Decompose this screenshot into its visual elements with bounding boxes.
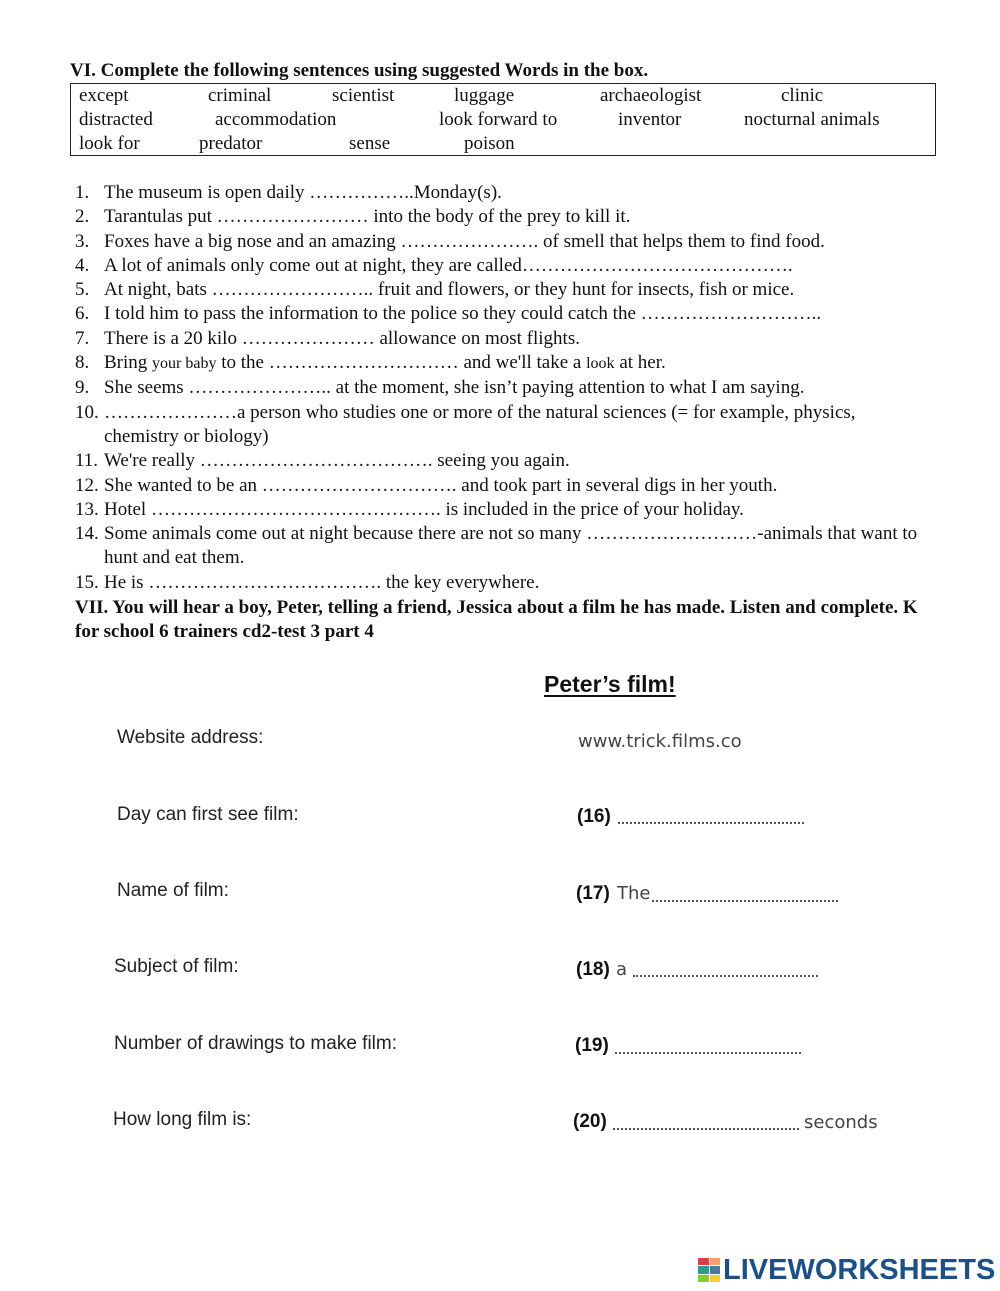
exercise-item	[75, 302, 935, 326]
item-text: A lot of animals only come out at night, they are called…………………………………….	[104, 254, 793, 276]
item-text: He is ………………………………. the key everywhere.	[104, 571, 540, 593]
question-17-prefix: The	[617, 883, 651, 904]
item-text: She seems ………………….. at the moment, she isn’t paying attention to what I am saying.	[104, 377, 805, 399]
exercise-item	[75, 376, 935, 400]
item-text: The museum is open daily ……………..Monday(s).	[104, 182, 502, 203]
word-except: except	[79, 85, 129, 106]
word-predator: predator	[199, 133, 263, 154]
exercise-item	[75, 571, 935, 595]
logo-text: LIVEWORKSHEETS	[723, 1253, 996, 1286]
word-box	[70, 83, 936, 156]
item-number: 9.	[75, 377, 90, 399]
exercise-item	[75, 498, 935, 522]
exercise-item	[75, 181, 935, 205]
item-text: Some animals come out at night because there are not so many ………………………-animals that want to hunt and eat them.	[104, 523, 918, 569]
item-text-d: look	[586, 355, 615, 373]
item-number: 15.	[75, 571, 99, 593]
item-number: 7.	[75, 327, 90, 349]
name-label: Name of film:	[117, 880, 229, 901]
exercise-list	[75, 181, 935, 595]
answer-17-field[interactable]	[652, 900, 838, 902]
question-20-suffix: seconds	[804, 1112, 878, 1133]
website-label: Website address:	[117, 727, 264, 748]
exercise-item	[75, 351, 935, 376]
logo-tile	[710, 1275, 721, 1282]
item-number: 5.	[75, 279, 90, 301]
word-scientist: scientist	[332, 85, 395, 106]
section-6-heading: VI. Complete the following sentences using suggested Words in the box.	[70, 60, 649, 81]
item-text-a: Bring	[104, 352, 153, 374]
word-sense: sense	[349, 133, 391, 154]
logo-mark-icon	[698, 1258, 720, 1282]
item-text: At night, bats …………………….. fruit and flowers, or they hunt for insects, fish or mice.	[104, 279, 795, 301]
question-18-prefix: a	[616, 959, 628, 980]
exercise-item	[75, 474, 935, 498]
question-19-number: (19)	[575, 1035, 609, 1056]
answer-20-field[interactable]	[613, 1128, 799, 1130]
question-17-number: (17)	[576, 883, 610, 904]
word-inventor: inventor	[618, 109, 682, 130]
item-text: I told him to pass the information to the police so they could catch the ………………………..	[104, 303, 822, 325]
item-number: 14.	[75, 523, 99, 545]
item-text: We're really ………………………………. seeing you again.	[104, 450, 570, 472]
question-18-number: (18)	[576, 959, 610, 980]
logo-tile	[698, 1266, 709, 1273]
logo-tile	[698, 1275, 709, 1282]
item-text-e: at her.	[614, 352, 666, 374]
answer-16-field[interactable]	[618, 822, 804, 824]
item-text-c: to the ………………………… and we'll take a	[216, 352, 587, 374]
subject-label: Subject of film:	[114, 956, 239, 977]
word-criminal: criminal	[208, 85, 272, 106]
day-label: Day can first see film:	[117, 804, 299, 825]
logo-tile	[710, 1266, 721, 1273]
film-form-title: Peter’s film!	[544, 671, 676, 697]
item-number: 12.	[75, 474, 99, 496]
item-number: 10.	[75, 401, 99, 423]
length-label: How long film is:	[113, 1109, 252, 1130]
item-text: …………………a person who studies one or more of the natural sciences (= for example, physics, chemistry or biology)	[104, 401, 856, 447]
exercise-item	[75, 401, 935, 450]
word-nocturnal-animals: nocturnal animals	[744, 109, 880, 130]
item-number: 4.	[75, 254, 90, 276]
word-poison: poison	[464, 133, 515, 154]
item-text-b: your baby	[152, 355, 217, 373]
exercise-item	[75, 327, 935, 351]
item-text: She wanted to be an …………………………. and took part in several digs in her youth.	[104, 474, 778, 496]
word-look-forward-to: look forward to	[439, 109, 558, 130]
section-7-heading: VII. You will hear a boy, Peter, telling a friend, Jessica about a film he has made. Listen and complete. K for school 6 trainers cd2-test 3 part 4	[75, 597, 918, 642]
item-number: 6.	[75, 303, 90, 325]
answer-19-field[interactable]	[615, 1052, 801, 1054]
item-number: 11.	[75, 450, 99, 472]
exercise-item	[75, 230, 935, 254]
item-text: Foxes have a big nose and an amazing …………………. of smell that helps them to find food.	[104, 230, 825, 252]
word-distracted: distracted	[79, 109, 153, 130]
answer-18-field[interactable]	[633, 975, 818, 977]
item-number: 13.	[75, 498, 99, 520]
word-luggage: luggage	[454, 85, 515, 106]
item-number: 8.	[75, 352, 90, 374]
exercise-item	[75, 449, 935, 473]
item-number: 3.	[75, 230, 90, 252]
word-archaeologist: archaeologist	[600, 85, 702, 106]
website-value: www.trick.films.co	[578, 731, 742, 752]
exercise-item	[75, 254, 935, 278]
drawings-label: Number of drawings to make film:	[114, 1033, 397, 1054]
item-text: There is a 20 kilo ………………… allowance on most flights.	[104, 327, 580, 349]
logo-tile	[710, 1258, 721, 1265]
item-number: 2.	[75, 206, 90, 228]
item-text: Tarantulas put …………………… into the body of the prey to kill it.	[104, 206, 631, 228]
word-look-for: look for	[79, 133, 140, 154]
question-16-number: (16)	[577, 806, 611, 827]
exercise-item	[75, 522, 935, 571]
liveworksheets-logo	[698, 1253, 996, 1286]
exercise-item	[75, 278, 935, 302]
item-text: Hotel ………………………………………. is included in the price of your holiday.	[104, 498, 744, 520]
exercise-item	[75, 205, 935, 229]
word-accommodation: accommodation	[215, 109, 337, 130]
word-clinic: clinic	[781, 85, 824, 106]
logo-tile	[698, 1258, 709, 1265]
item-number: 1.	[75, 182, 90, 203]
question-20-number: (20)	[573, 1111, 607, 1132]
